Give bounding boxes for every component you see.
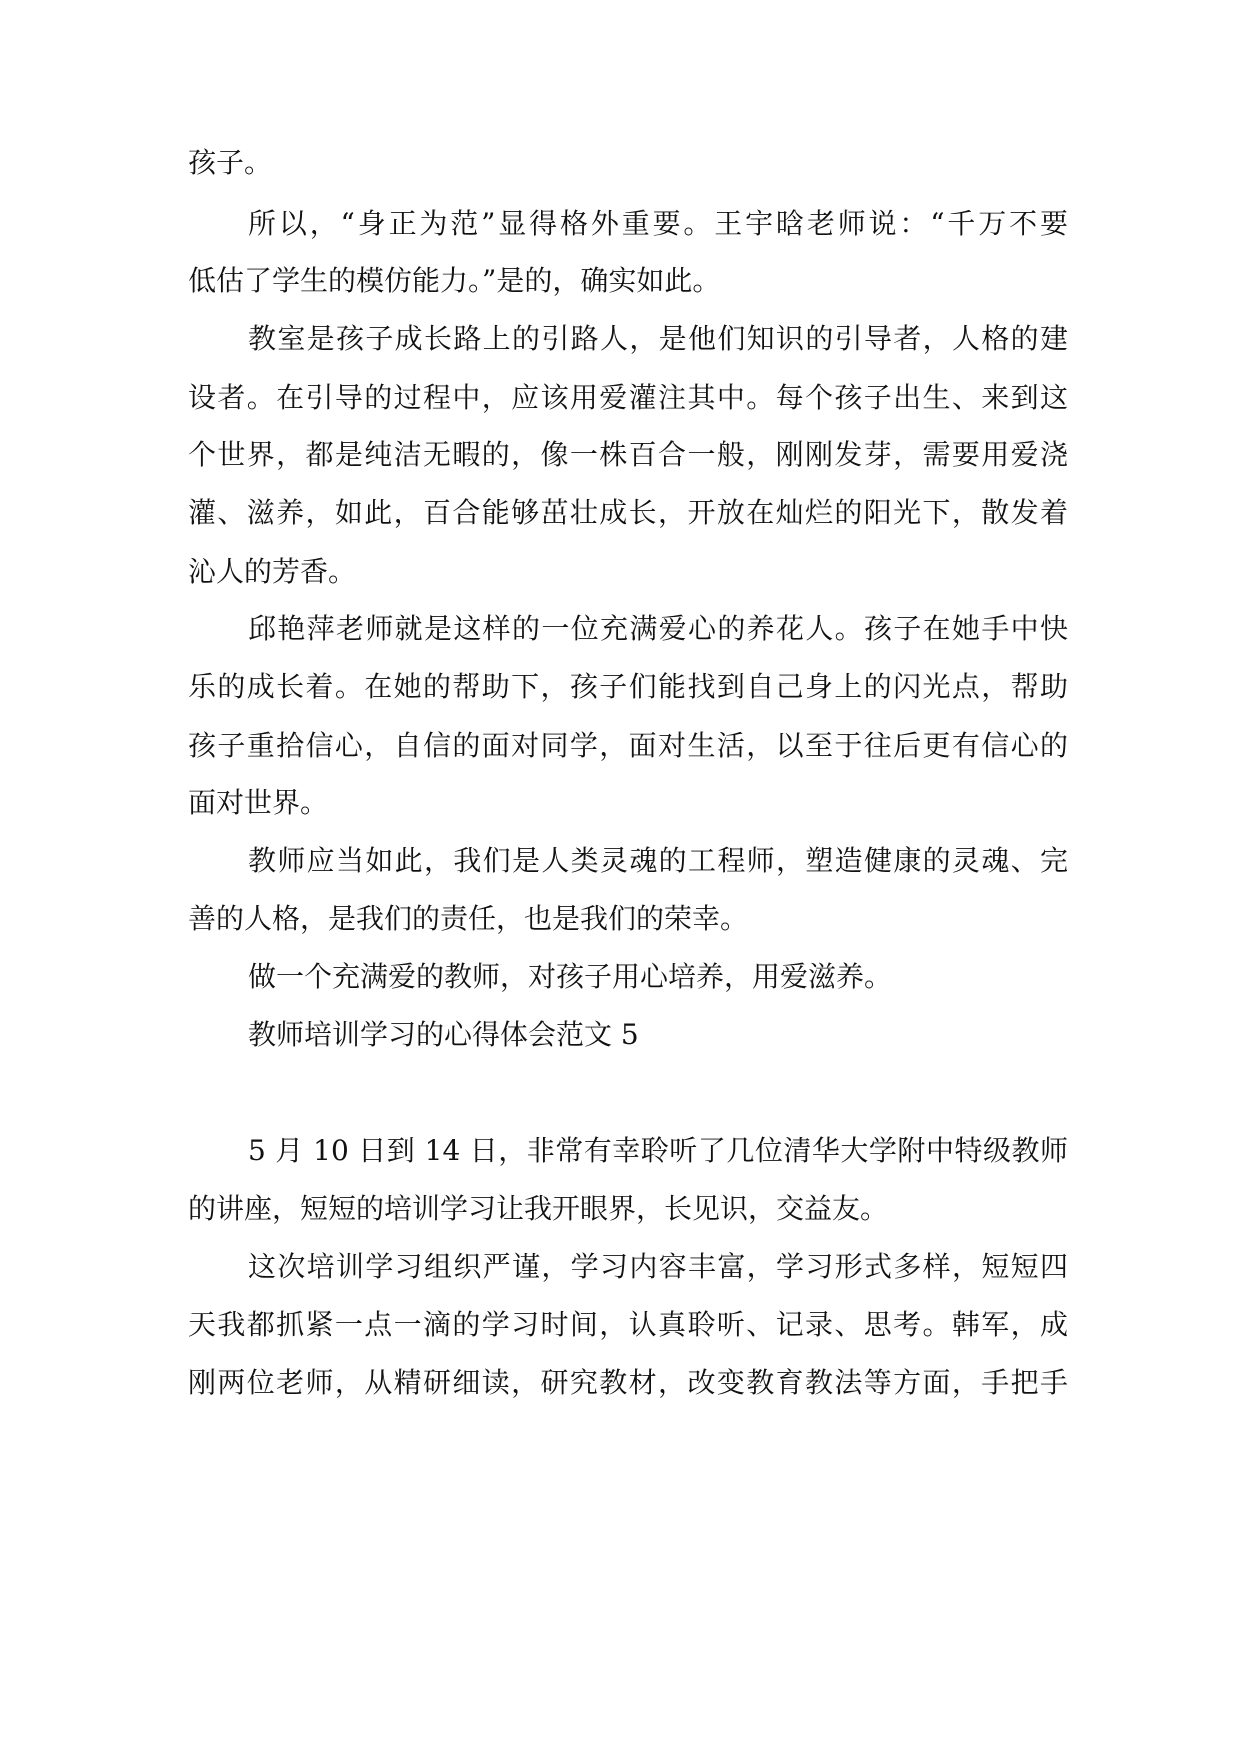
paragraph-4-line-1: 邱艳萍老师就是这样的一位充满爱心的养花人。孩子在她手中快	[248, 612, 1068, 645]
paragraph-3-line-5: 沁人的芳香。	[188, 555, 357, 588]
paragraph-2-line-1: 所以，“身正为范”显得格外重要。王宇晗老师说：“千万不要	[248, 207, 1068, 240]
paragraph-8-line-2: 的讲座，短短的培训学习让我开眼界，长见识，交益友。	[188, 1192, 889, 1225]
paragraph-3-line-3: 个世界，都是纯洁无暇的，像一株百合一般，刚刚发芽，需要用爱浇	[188, 438, 1068, 471]
paragraph-2-line-2: 低估了学生的模仿能力。”是的，确实如此。	[188, 264, 721, 297]
paragraph-3-line-2: 设者。在引导的过程中，应该用爱灌注其中。每个孩子出生、来到这	[188, 381, 1068, 414]
paragraph-1-line-1: 孩子。	[188, 146, 273, 179]
paragraph-9-line-1: 这次培训学习组织严谨，学习内容丰富，学习形式多样，短短四	[248, 1250, 1068, 1283]
paragraph-5-line-1: 教师应当如此，我们是人类灵魂的工程师，塑造健康的灵魂、完	[248, 844, 1068, 877]
paragraph-4-line-3: 孩子重拾信心，自信的面对同学，面对生活，以至于往后更有信心的	[188, 729, 1068, 762]
paragraph-5-line-2: 善的人格，是我们的责任，也是我们的荣幸。	[188, 902, 749, 935]
paragraph-3-line-1: 教室是孩子成长路上的引路人，是他们知识的引导者，人格的建	[248, 322, 1068, 355]
paragraph-8-line-1: 5 月 10 日到 14 日，非常有幸聆听了几位清华大学附中特级教师	[248, 1134, 1068, 1167]
paragraph-9-line-3: 刚两位老师，从精研细读，研究教材，改变教育教法等方面，手把手	[188, 1366, 1068, 1399]
paragraph-9-line-2: 天我都抓紧一点一滴的学习时间，认真聆听、记录、思考。韩军，成	[188, 1308, 1068, 1341]
paragraph-3-line-4: 灌、滋养，如此，百合能够茁壮成长，开放在灿烂的阳光下，散发着	[188, 496, 1068, 529]
section-heading: 教师培训学习的心得体会范文 5	[248, 1018, 639, 1051]
paragraph-4-line-2: 乐的成长着。在她的帮助下，孩子们能找到自己身上的闪光点，帮助	[188, 670, 1068, 703]
paragraph-4-line-4: 面对世界。	[188, 786, 329, 819]
paragraph-6-line-1: 做一个充满爱的教师，对孩子用心培养，用爱滋养。	[248, 960, 893, 993]
